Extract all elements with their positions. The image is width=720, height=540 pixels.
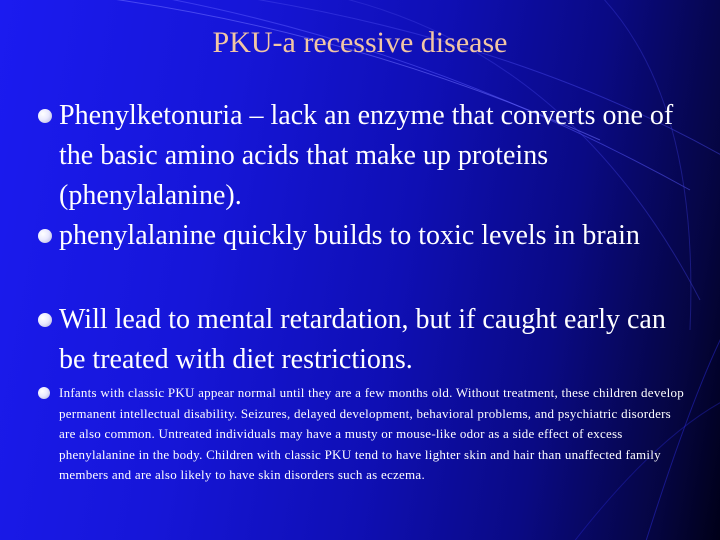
bullet-item-detail bbox=[38, 383, 688, 486]
bullet-item bbox=[38, 300, 678, 380]
bullet-text: phenylalanine quickly builds to toxic levels in brain bbox=[59, 220, 640, 251]
bullet-text: Will lead to mental retardation, but if caught early can be treated with diet restrictions. bbox=[59, 304, 666, 375]
bullet-dot-icon bbox=[38, 109, 52, 123]
bullet-item bbox=[38, 216, 678, 256]
bullet-text: Phenylketonuria – lack an enzyme that converts one of the basic amino acids that make up proteins (phenylalanine). bbox=[59, 100, 674, 211]
bullet-text: Infants with classic PKU appear normal until they are a few months old. Without treatment, these children develop permanent intellectual disability. Seizures, delayed development, behavioral problems, and psychiatric disorders are also common. Untreated individuals may have a musty or mouse-like odor as a side effect of excess phenylalanine in the body. Children with classic PKU tend to have lighter skin and hair than unaffected family members and are also likely to have skin disorders such as eczema. bbox=[59, 385, 684, 482]
bullet-item bbox=[38, 96, 678, 216]
slide-title: PKU-a recessive disease bbox=[212, 26, 508, 59]
bullet-dot-icon bbox=[38, 229, 52, 243]
bullet-dot-icon bbox=[38, 313, 52, 327]
bullet-dot-icon bbox=[38, 387, 50, 399]
